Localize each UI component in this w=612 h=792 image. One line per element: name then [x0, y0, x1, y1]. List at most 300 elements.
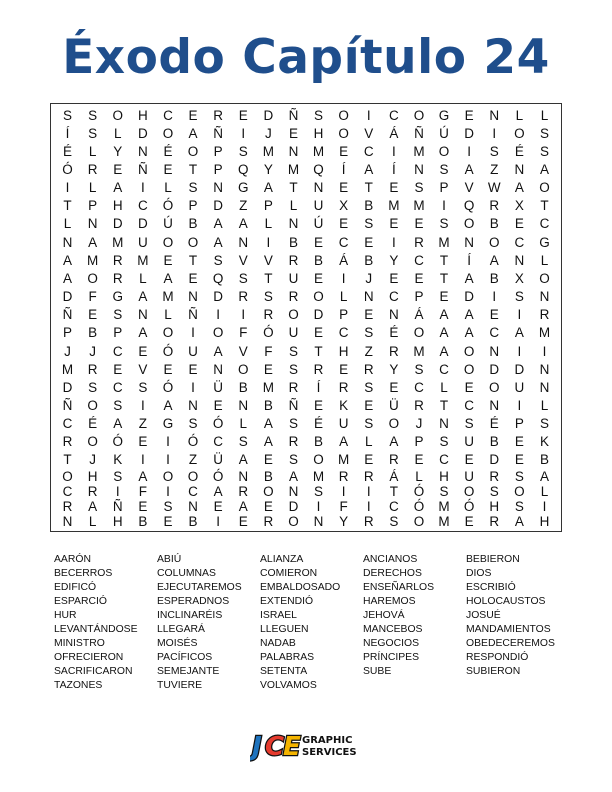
grid-letter: L: [63, 216, 72, 232]
grid-letter: A: [213, 483, 223, 499]
grid-letter: R: [363, 468, 374, 484]
grid-letter: R: [263, 513, 274, 529]
grid-letter: R: [213, 107, 224, 123]
word-list-item: NEGOCIOS: [363, 638, 420, 649]
grid-letter: P: [339, 307, 349, 323]
word-list-item: AARÓN: [54, 554, 91, 565]
grid-letter: G: [438, 107, 450, 123]
grid-letter: N: [313, 180, 324, 196]
grid-letter: N: [62, 513, 73, 529]
grid-letter: I: [542, 343, 547, 359]
grid-letter: I: [216, 307, 221, 323]
grid-letter: E: [364, 397, 374, 413]
grid-letter: I: [492, 289, 497, 305]
grid-letter: P: [414, 434, 424, 450]
grid-letter: Q: [313, 162, 324, 178]
word-list-item: LEVANTÁNDOSE: [54, 624, 138, 635]
grid-letter: D: [213, 289, 224, 305]
grid-letter: J: [89, 452, 97, 468]
grid-letter: É: [514, 143, 524, 159]
grid-letter: R: [62, 434, 73, 450]
grid-letter: E: [514, 452, 524, 468]
grid-letter: N: [439, 416, 449, 432]
grid-letter: P: [514, 416, 524, 432]
grid-letter: Í: [341, 162, 346, 178]
grid-letter: C: [62, 416, 73, 432]
grid-letter: R: [112, 270, 123, 286]
grid-letter: A: [288, 468, 298, 484]
jce-graphic-services-logo: [250, 728, 362, 762]
grid-letter: F: [239, 325, 248, 341]
grid-letter: A: [464, 307, 474, 323]
grid-letter: T: [540, 198, 549, 214]
grid-letter: L: [139, 270, 147, 286]
grid-letter: Ñ: [288, 397, 299, 413]
grid-letter: O: [488, 379, 500, 395]
grid-letter: T: [63, 452, 72, 468]
grid-letter: E: [389, 379, 399, 395]
grid-letter: S: [88, 379, 98, 395]
grid-letter: N: [489, 107, 500, 123]
grid-letter: C: [112, 343, 123, 359]
word-list-item: HAREMOS: [363, 596, 416, 607]
grid-letter: F: [264, 343, 273, 359]
grid-letter: K: [539, 434, 549, 450]
grid-letter: Á: [389, 468, 399, 484]
grid-letter: D: [263, 107, 274, 123]
grid-letter: C: [213, 434, 224, 450]
grid-letter: I: [341, 483, 346, 499]
grid-letter: N: [137, 307, 148, 323]
grid-letter: N: [489, 397, 500, 413]
word-list-item: MANCEBOS: [363, 624, 423, 635]
grid-letter: E: [339, 143, 349, 159]
grid-letter: O: [187, 234, 199, 250]
grid-letter: D: [137, 216, 148, 232]
grid-letter: R: [313, 361, 324, 377]
grid-letter: P: [113, 325, 123, 341]
word-list-item: EXTENDIÓ: [260, 596, 314, 607]
grid-letter: N: [288, 216, 299, 232]
grid-letter: O: [87, 434, 98, 450]
grid-letter: A: [514, 325, 524, 341]
grid-letter: E: [113, 162, 123, 178]
grid-letter: A: [514, 513, 524, 529]
grid-letter: C: [388, 498, 399, 514]
grid-letter: Ó: [162, 343, 174, 359]
grid-letter: U: [313, 198, 324, 214]
grid-letter: L: [164, 307, 172, 323]
word-list-item: ESPARCIÓ: [54, 596, 107, 607]
grid-letter: I: [191, 325, 195, 341]
word-list-item: EJECUTAREMOS: [157, 582, 242, 593]
grid-letter: C: [489, 325, 500, 341]
grid-letter: N: [288, 483, 299, 499]
grid-letter: R: [414, 397, 424, 413]
word-list-item: TAZONES: [54, 680, 103, 691]
grid-letter: P: [88, 198, 98, 214]
grid-letter: U: [464, 468, 475, 484]
grid-letter: E: [138, 498, 148, 514]
grid-letter: U: [514, 379, 525, 395]
grid-letter: P: [213, 162, 223, 178]
word-list-item: SETENTA: [260, 666, 308, 677]
grid-letter: E: [163, 252, 173, 268]
grid-letter: I: [65, 180, 70, 196]
grid-letter: V: [138, 361, 148, 377]
grid-letter: O: [438, 143, 450, 159]
grid-letter: N: [539, 379, 550, 395]
grid-letter: R: [539, 307, 550, 323]
word-list-item: BEBIERON: [466, 554, 520, 565]
grid-letter: E: [314, 325, 324, 341]
grid-letter: Á: [389, 125, 399, 141]
grid-letter: Ó: [413, 483, 425, 499]
grid-letter: A: [113, 180, 123, 196]
grid-letter: D: [137, 125, 148, 141]
grid-letter: T: [63, 198, 72, 214]
grid-letter: Y: [113, 143, 123, 159]
word-list-item: SACRIFICARON: [54, 666, 133, 677]
grid-letter: Ó: [212, 468, 224, 484]
grid-letter: I: [366, 483, 371, 499]
grid-letter: H: [439, 468, 449, 484]
grid-letter: X: [514, 198, 524, 214]
grid-letter: S: [539, 143, 549, 159]
grid-letter: O: [313, 452, 324, 468]
grid-letter: S: [88, 125, 98, 141]
grid-letter: O: [388, 416, 400, 432]
grid-letter: E: [88, 307, 98, 323]
grid-letter: N: [388, 307, 399, 323]
grid-letter: G: [539, 234, 550, 250]
grid-letter: R: [489, 513, 500, 529]
grid-letter: C: [338, 325, 349, 341]
grid-letter: P: [414, 289, 424, 305]
grid-letter: P: [188, 198, 198, 214]
grid-letter: R: [112, 252, 123, 268]
grid-letter: S: [113, 397, 123, 413]
grid-letter: S: [514, 468, 524, 484]
grid-letter: Ú: [163, 216, 173, 232]
grid-letter: Ü: [213, 379, 224, 395]
grid-letter: B: [314, 252, 324, 268]
grid-letter: O: [212, 325, 224, 341]
grid-letter: E: [138, 434, 148, 450]
grid-letter: O: [162, 125, 174, 141]
grid-letter: E: [514, 216, 524, 232]
grid-letter: U: [288, 270, 299, 286]
grid-letter: I: [366, 107, 371, 123]
grid-letter: I: [542, 498, 547, 514]
word-list-item: NADAB: [260, 638, 296, 649]
grid-letter: J: [64, 343, 71, 359]
grid-letter: J: [415, 416, 423, 432]
grid-letter: D: [288, 498, 299, 514]
grid-letter: O: [413, 107, 425, 123]
grid-letter: Ñ: [188, 307, 198, 323]
grid-letter: E: [464, 513, 474, 529]
grid-letter: O: [162, 234, 174, 250]
grid-letter: E: [238, 513, 248, 529]
grid-letter: U: [188, 343, 198, 359]
grid-letter: F: [138, 483, 147, 499]
grid-letter: R: [388, 452, 399, 468]
grid-letter: Ó: [112, 434, 123, 450]
grid-letter: S: [288, 452, 298, 468]
grid-letter: E: [339, 216, 349, 232]
grid-letter: M: [137, 252, 149, 268]
grid-letter: E: [414, 216, 424, 232]
grid-letter: A: [238, 498, 248, 514]
grid-letter: E: [389, 180, 399, 196]
grid-letter: U: [288, 325, 299, 341]
grid-letter: A: [439, 343, 449, 359]
grid-letter: Z: [188, 452, 198, 468]
grid-letter: Q: [237, 162, 249, 178]
grid-letter: O: [514, 125, 525, 141]
grid-letter: N: [539, 289, 550, 305]
grid-letter: M: [262, 379, 274, 395]
grid-letter: A: [464, 325, 474, 341]
grid-letter: C: [414, 379, 424, 395]
grid-letter: T: [188, 252, 198, 268]
grid-letter: A: [138, 325, 148, 341]
grid-letter: A: [464, 270, 474, 286]
grid-letter: D: [489, 452, 500, 468]
grid-letter: P: [213, 143, 223, 159]
grid-letter: S: [314, 107, 324, 123]
word-list-item: ALIANZA: [260, 554, 304, 565]
grid-letter: D: [464, 289, 475, 305]
grid-letter: L: [339, 289, 348, 305]
grid-letter: N: [363, 289, 374, 305]
grid-letter: L: [364, 434, 373, 450]
grid-letter: A: [263, 434, 273, 450]
grid-letter: N: [238, 234, 249, 250]
word-list-item: PRÍNCIPES: [363, 652, 420, 663]
grid-letter: O: [338, 125, 349, 141]
grid-letter: S: [63, 107, 73, 123]
grid-letter: A: [213, 343, 223, 359]
grid-letter: E: [263, 361, 273, 377]
grid-letter: A: [213, 216, 223, 232]
grid-letter: L: [113, 125, 122, 141]
word-list-item: SUBIERON: [466, 666, 521, 677]
grid-letter: V: [364, 125, 374, 141]
grid-letter: E: [389, 270, 399, 286]
grid-letter: A: [489, 252, 499, 268]
grid-letter: M: [413, 343, 425, 359]
grid-letter: O: [187, 468, 199, 484]
grid-letter: E: [439, 289, 449, 305]
grid-letter: S: [113, 307, 123, 323]
grid-letter: Í: [391, 162, 396, 178]
grid-letter: I: [115, 483, 120, 499]
grid-letter: R: [87, 483, 98, 499]
grid-letter: Ñ: [62, 397, 73, 413]
grid-letter: E: [188, 107, 198, 123]
grid-letter: O: [162, 468, 174, 484]
grid-letter: B: [188, 216, 198, 232]
grid-letter: Y: [389, 252, 399, 268]
grid-letter: Ó: [212, 416, 224, 432]
grid-letter: E: [339, 180, 349, 196]
grid-letter: A: [439, 307, 449, 323]
word-list-item: ABIÚ: [157, 554, 182, 565]
grid-letter: N: [414, 162, 424, 178]
grid-letter: N: [62, 234, 73, 250]
grid-letter: I: [391, 234, 396, 250]
grid-letter: A: [88, 498, 98, 514]
grid-letter: Q: [463, 198, 475, 214]
grid-letter: V: [238, 343, 248, 359]
grid-letter: E: [138, 343, 148, 359]
grid-letter: S: [288, 416, 298, 432]
grid-letter: O: [288, 513, 299, 529]
grid-letter: M: [538, 325, 551, 341]
grid-letter: M: [438, 513, 450, 529]
grid-letter: O: [62, 468, 73, 484]
grid-letter: J: [89, 343, 97, 359]
grid-letter: S: [414, 180, 424, 196]
grid-letter: B: [88, 325, 98, 341]
word-list-item: TUVIERE: [157, 680, 203, 691]
grid-letter: Ú: [439, 125, 449, 141]
grid-letter: Y: [389, 361, 399, 377]
grid-letter: X: [514, 270, 524, 286]
grid-letter: Ó: [413, 498, 425, 514]
grid-letter: A: [138, 468, 148, 484]
grid-letter: R: [363, 513, 374, 529]
grid-letter: A: [63, 252, 73, 268]
grid-letter: A: [539, 468, 549, 484]
grid-letter: V: [263, 252, 273, 268]
grid-letter: Z: [490, 162, 499, 178]
grid-letter: C: [363, 143, 374, 159]
grid-letter: B: [489, 216, 499, 232]
grid-letter: M: [438, 498, 450, 514]
grid-letter: S: [439, 162, 449, 178]
grid-letter: É: [88, 416, 98, 432]
grid-letter: M: [87, 252, 99, 268]
grid-letter: D: [62, 289, 73, 305]
grid-letter: K: [339, 397, 349, 413]
word-list-item: INCLINARÉIS: [157, 610, 223, 621]
grid-letter: E: [489, 307, 499, 323]
grid-letter: E: [514, 434, 524, 450]
grid-letter: C: [188, 483, 198, 499]
grid-letter: A: [339, 434, 349, 450]
grid-letter: M: [61, 361, 74, 377]
grid-letter: H: [112, 198, 123, 214]
grid-letter: P: [63, 325, 73, 341]
grid-letter: A: [514, 180, 524, 196]
grid-letter: S: [263, 289, 273, 305]
grid-letter: N: [188, 289, 198, 305]
grid-letter: B: [288, 234, 298, 250]
grid-letter: M: [312, 468, 325, 484]
grid-letter: C: [112, 379, 123, 395]
grid-letter: I: [140, 180, 145, 196]
grid-letter: A: [464, 162, 474, 178]
grid-letter: S: [364, 325, 374, 341]
grid-letter: U: [464, 434, 475, 450]
grid-letter: I: [166, 483, 170, 499]
grid-letter: S: [489, 143, 499, 159]
grid-letter: X: [339, 198, 349, 214]
grid-letter: L: [88, 143, 97, 159]
grid-letter: C: [388, 107, 399, 123]
grid-letter: Y: [263, 162, 273, 178]
grid-letter: O: [162, 325, 174, 341]
grid-letter: T: [314, 343, 323, 359]
word-list-item: PALABRAS: [260, 652, 315, 663]
word-list-item: HOLOCAUSTOS: [466, 596, 546, 607]
grid-letter: C: [439, 452, 449, 468]
grid-letter: S: [539, 125, 549, 141]
grid-letter: G: [237, 180, 249, 196]
word-list-item: LLEGUEN: [260, 624, 309, 635]
grid-letter: C: [514, 234, 525, 250]
grid-letter: E: [163, 513, 173, 529]
grid-letter: C: [338, 234, 349, 250]
grid-letter: S: [238, 270, 248, 286]
grid-letter: I: [517, 397, 522, 413]
grid-letter: L: [88, 180, 97, 196]
grid-letter: L: [289, 198, 298, 214]
grid-letter: T: [439, 252, 449, 268]
word-list-item: ESPERADNOS: [157, 596, 230, 607]
word-list-item: COLUMNAS: [157, 568, 216, 579]
grid-letter: C: [137, 198, 148, 214]
grid-letter: S: [213, 252, 223, 268]
grid-letter: P: [439, 180, 449, 196]
grid-letter: E: [314, 234, 324, 250]
grid-letter: L: [540, 107, 549, 123]
grid-letter: R: [288, 252, 299, 268]
grid-letter: A: [263, 416, 273, 432]
grid-letter: F: [339, 498, 348, 514]
grid-letter: I: [266, 234, 271, 250]
grid-letter: B: [238, 379, 248, 395]
grid-letter: T: [439, 270, 449, 286]
grid-letter: N: [137, 143, 148, 159]
grid-letter: É: [314, 416, 324, 432]
grid-letter: A: [163, 270, 173, 286]
grid-letter: O: [463, 361, 475, 377]
grid-letter: M: [388, 198, 400, 214]
grid-letter: M: [287, 162, 300, 178]
grid-letter: I: [467, 143, 472, 159]
grid-letter: L: [540, 397, 549, 413]
grid-letter: O: [237, 361, 249, 377]
word-list-item: HUR: [54, 610, 77, 621]
grid-letter: Ó: [162, 198, 174, 214]
grid-letter: Ñ: [112, 498, 123, 514]
grid-letter: E: [314, 270, 324, 286]
grid-letter: R: [87, 361, 98, 377]
grid-letter: T: [364, 180, 373, 196]
grid-letter: E: [314, 397, 324, 413]
grid-letter: E: [263, 452, 273, 468]
grid-letter: I: [241, 125, 246, 141]
grid-letter: O: [87, 397, 98, 413]
grid-letter: S: [414, 361, 424, 377]
grid-letter: M: [312, 143, 325, 159]
grid-letter: O: [413, 325, 425, 341]
grid-letter: I: [366, 498, 371, 514]
